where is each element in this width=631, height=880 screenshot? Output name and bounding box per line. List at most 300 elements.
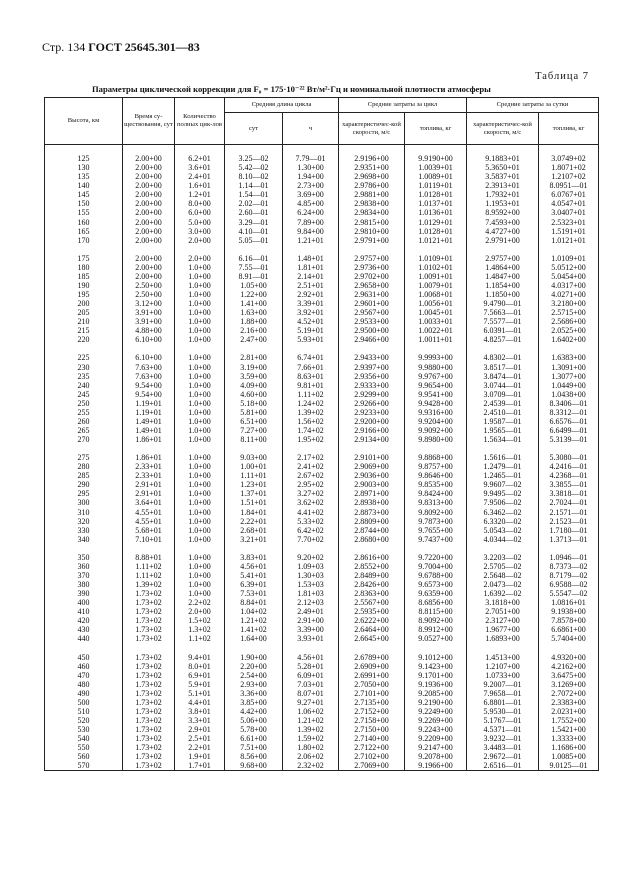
height-cell: 450 — [45, 653, 123, 662]
height-cell: 310 — [45, 508, 123, 517]
table-row — [45, 390, 599, 399]
value-cell: 3.5837+01 — [467, 172, 539, 181]
value-cell: 4.2368—01 — [539, 471, 599, 480]
value-cell: 9.9607—02 — [467, 480, 539, 489]
value-cell: 1.21+02 — [225, 616, 283, 625]
value-cell: 2.8489+00 — [339, 571, 405, 580]
spacer-cell — [225, 444, 283, 453]
value-cell: 1.6402+00 — [539, 335, 599, 344]
value-cell: 2.9815+00 — [339, 218, 405, 227]
value-cell: 2.9810+00 — [339, 227, 405, 236]
value-cell: 3.2203—02 — [467, 553, 539, 562]
value-cell: 9.4790—01 — [467, 299, 539, 308]
value-cell: 3.6+01 — [175, 163, 225, 172]
value-cell: 8.8115+00 — [405, 607, 467, 616]
value-cell: 8.7179—02 — [539, 571, 599, 580]
table-row — [45, 372, 599, 381]
height-cell: 560 — [45, 752, 123, 761]
height-cell: 530 — [45, 725, 123, 734]
value-cell: 3.25—02 — [225, 154, 283, 163]
value-cell: 6.61+00 — [225, 734, 283, 743]
value-cell: 7.63+00 — [123, 363, 175, 372]
value-cell: 8.0951—01 — [539, 181, 599, 190]
value-cell: 1.30+00 — [283, 163, 339, 172]
page-number: Стр. 134 — [42, 40, 86, 54]
value-cell: 2.06+02 — [283, 752, 339, 761]
value-cell: 1.11+02 — [123, 571, 175, 580]
value-cell: 7.27+00 — [225, 426, 283, 435]
table-row — [45, 417, 599, 426]
spacer-cell — [175, 245, 225, 254]
value-cell: 2.0+00 — [175, 236, 225, 245]
value-cell: 6.24+00 — [283, 208, 339, 217]
value-cell: 1.0+00 — [175, 308, 225, 317]
value-cell: 6.10+00 — [123, 353, 175, 362]
value-cell: 9.6573+00 — [405, 580, 467, 589]
value-cell: 1.0079+01 — [405, 281, 467, 290]
spacer-cell — [339, 145, 405, 155]
table-row — [45, 218, 599, 227]
value-cell: 3.93+01 — [283, 634, 339, 643]
value-cell: 9.7873+00 — [405, 517, 467, 526]
value-cell: 1.0091+01 — [405, 272, 467, 281]
header-cycle-speed: характеристичес-кой скорости, м/с — [339, 113, 405, 145]
value-cell: 2.60—01 — [225, 208, 283, 217]
value-cell: 1.39+02 — [283, 725, 339, 734]
value-cell: 1.0+00 — [175, 526, 225, 535]
value-cell: 1.0121+01 — [539, 236, 599, 245]
value-cell: 1.11+01 — [225, 471, 283, 480]
value-cell: 9.1701+00 — [405, 671, 467, 680]
value-cell: 9.9204+00 — [405, 417, 467, 426]
height-cell: 410 — [45, 607, 123, 616]
value-cell: 1.73+02 — [123, 671, 175, 680]
value-cell: 3.1269+00 — [539, 680, 599, 689]
value-cell: 1.06+02 — [283, 707, 339, 716]
value-cell: 4.0344—02 — [467, 535, 539, 544]
value-cell: 2.8426+00 — [339, 580, 405, 589]
value-cell: 1.6383+00 — [539, 353, 599, 362]
value-cell: 2.33+01 — [123, 471, 175, 480]
value-cell: 2.6464+00 — [339, 625, 405, 634]
value-cell: 1.0121+01 — [405, 236, 467, 245]
value-cell: 4.4727+00 — [467, 227, 539, 236]
spacer-cell — [283, 544, 339, 553]
table-row — [45, 435, 599, 444]
value-cell: 1.0+00 — [175, 508, 225, 517]
height-cell: 255 — [45, 408, 123, 417]
value-cell: 5.5547—02 — [539, 589, 599, 598]
value-cell: 2.3913+01 — [467, 181, 539, 190]
value-cell: 1.6893+00 — [467, 634, 539, 643]
value-cell: 2.8552+00 — [339, 562, 405, 571]
spacer-cell — [283, 344, 339, 353]
corrections-table — [44, 97, 599, 771]
value-cell: 9.9495—02 — [467, 489, 539, 498]
value-cell: 2.5567+00 — [339, 598, 405, 607]
group-spacer — [45, 145, 599, 155]
table-body — [45, 145, 599, 771]
value-cell: 9.84+00 — [283, 227, 339, 236]
value-cell: 1.0+00 — [175, 408, 225, 417]
table-row — [45, 743, 599, 752]
table-row — [45, 634, 599, 643]
value-cell: 1.2107+00 — [467, 662, 539, 671]
value-cell: 1.0946—01 — [539, 553, 599, 562]
table-row — [45, 335, 599, 344]
value-cell: 1.73+02 — [123, 698, 175, 707]
value-cell: 7.8578+00 — [539, 616, 599, 625]
value-cell: 1.0733+00 — [467, 671, 539, 680]
table-row — [45, 236, 599, 245]
value-cell: 2.5715+00 — [539, 308, 599, 317]
table-row — [45, 199, 599, 208]
value-cell: 2.00+00 — [123, 163, 175, 172]
value-cell: 1.41+02 — [225, 625, 283, 634]
value-cell: 1.0+00 — [175, 580, 225, 589]
value-cell: 2.9791+00 — [339, 236, 405, 245]
value-cell: 2.9601+00 — [339, 299, 405, 308]
height-cell: 295 — [45, 489, 123, 498]
value-cell: 1.0128+01 — [405, 190, 467, 199]
value-cell: 6.3320—02 — [467, 517, 539, 526]
value-cell: 9.68+00 — [225, 761, 283, 771]
value-cell: 2.00+00 — [123, 227, 175, 236]
value-cell: 7.9658—01 — [467, 689, 539, 698]
table-row — [45, 299, 599, 308]
value-cell: 2.32+02 — [283, 761, 339, 771]
value-cell: 6.16—01 — [225, 254, 283, 263]
header-cycle-days: сут — [225, 113, 283, 145]
height-cell: 195 — [45, 290, 123, 299]
height-cell: 165 — [45, 227, 123, 236]
value-cell: 1.0+00 — [175, 353, 225, 362]
value-cell: 3.21+01 — [225, 535, 283, 544]
spacer-cell — [45, 544, 123, 553]
value-cell: 3.4483—01 — [467, 743, 539, 752]
table-row — [45, 580, 599, 589]
value-cell: 1.56+02 — [283, 417, 339, 426]
value-cell: 2.54+00 — [225, 671, 283, 680]
value-cell: 1.73+02 — [123, 634, 175, 643]
value-cell: 9.6788+00 — [405, 571, 467, 580]
value-cell: 1.0+00 — [175, 317, 225, 326]
height-cell: 300 — [45, 498, 123, 507]
value-cell: 1.0+00 — [175, 453, 225, 462]
value-cell: 2.9631+00 — [339, 290, 405, 299]
value-cell: 3.8517—01 — [467, 363, 539, 372]
value-cell: 2.7158+00 — [339, 716, 405, 725]
value-cell: 3.0749+02 — [539, 154, 599, 163]
value-cell: 3.0709—01 — [467, 390, 539, 399]
value-cell: 9.2269+00 — [405, 716, 467, 725]
height-cell: 400 — [45, 598, 123, 607]
value-cell: 5.33+02 — [283, 517, 339, 526]
value-cell: 1.73+02 — [123, 589, 175, 598]
spacer-cell — [225, 544, 283, 553]
value-cell: 3.0744—01 — [467, 381, 539, 390]
spacer-cell — [339, 344, 405, 353]
value-cell: 2.51+01 — [283, 281, 339, 290]
value-cell: 2.7024—01 — [539, 498, 599, 507]
height-cell: 500 — [45, 698, 123, 707]
value-cell: 6.0767+01 — [539, 190, 599, 199]
value-cell: 2.8680+00 — [339, 535, 405, 544]
height-cell: 370 — [45, 571, 123, 580]
value-cell: 3.62+02 — [283, 498, 339, 507]
value-cell: 1.0+00 — [175, 281, 225, 290]
value-cell: 6.51+00 — [225, 417, 283, 426]
value-cell: 2.9533+00 — [339, 317, 405, 326]
value-cell: 1.00+01 — [225, 462, 283, 471]
value-cell: 1.0+00 — [175, 435, 225, 444]
value-cell: 2.9466+00 — [339, 335, 405, 344]
value-cell: 9.6359+00 — [405, 589, 467, 598]
value-cell: 2.73+00 — [283, 181, 339, 190]
value-cell: 5.0543—02 — [467, 526, 539, 535]
value-cell: 1.73+02 — [123, 625, 175, 634]
table-row — [45, 281, 599, 290]
height-cell: 420 — [45, 616, 123, 625]
value-cell: 9.03+00 — [225, 453, 283, 462]
value-cell: 9.2243+00 — [405, 725, 467, 734]
value-cell: 8.9912+00 — [405, 625, 467, 634]
value-cell: 2.7135+00 — [339, 698, 405, 707]
table-row — [45, 571, 599, 580]
header-cycle-fuel: топлива, кг — [405, 113, 467, 145]
height-cell: 275 — [45, 453, 123, 462]
value-cell: 5.06+00 — [225, 716, 283, 725]
value-cell: 1.5634—01 — [467, 435, 539, 444]
value-cell: 2.91+01 — [123, 480, 175, 489]
value-cell: 5.19+01 — [283, 326, 339, 335]
value-cell: 9.9092+00 — [405, 426, 467, 435]
height-cell: 390 — [45, 589, 123, 598]
value-cell: 2.9757+00 — [467, 254, 539, 263]
value-cell: 1.94+00 — [283, 172, 339, 181]
value-cell: 3.3855—01 — [539, 480, 599, 489]
value-cell: 2.5686+00 — [539, 317, 599, 326]
value-cell: 1.7932+01 — [467, 190, 539, 199]
value-cell: 1.0+00 — [175, 471, 225, 480]
value-cell: 2.02—01 — [225, 199, 283, 208]
table-row — [45, 290, 599, 299]
value-cell: 2.4539—01 — [467, 399, 539, 408]
value-cell: 9.9316+00 — [405, 408, 467, 417]
value-cell: 9.7655+00 — [405, 526, 467, 535]
value-cell: 1.73+02 — [123, 707, 175, 716]
value-cell: 2.9266+00 — [339, 399, 405, 408]
value-cell: 9.8646+00 — [405, 471, 467, 480]
value-cell: 1.04+02 — [225, 607, 283, 616]
table-row — [45, 308, 599, 317]
value-cell: 2.9397+00 — [339, 363, 405, 372]
value-cell: 5.0512+00 — [539, 263, 599, 272]
value-cell: 6.6499—01 — [539, 426, 599, 435]
group-spacer — [45, 544, 599, 553]
spacer-cell — [405, 245, 467, 254]
table-row — [45, 689, 599, 698]
table-row — [45, 399, 599, 408]
table-row — [45, 498, 599, 507]
table-row — [45, 471, 599, 480]
value-cell: 1.0+00 — [175, 399, 225, 408]
height-cell: 490 — [45, 689, 123, 698]
value-cell: 2.81+00 — [225, 353, 283, 362]
height-cell: 155 — [45, 208, 123, 217]
table-row — [45, 662, 599, 671]
value-cell: 5.41+01 — [225, 571, 283, 580]
table-row — [45, 553, 599, 562]
height-cell: 175 — [45, 254, 123, 263]
value-cell: 7.53+01 — [225, 589, 283, 598]
spacer-cell — [45, 145, 123, 155]
value-cell: 1.0022+01 — [405, 326, 467, 335]
value-cell: 1.09+03 — [283, 562, 339, 571]
value-cell: 2.00+00 — [123, 272, 175, 281]
value-cell: 7.9506—02 — [467, 498, 539, 507]
spacer-cell — [467, 643, 539, 652]
table-row — [45, 752, 599, 761]
table-row — [45, 181, 599, 190]
value-cell: 1.2479—01 — [467, 462, 539, 471]
height-cell: 200 — [45, 299, 123, 308]
value-cell: 4.8257—01 — [467, 335, 539, 344]
height-cell: 215 — [45, 326, 123, 335]
value-cell: 2.6991+00 — [339, 671, 405, 680]
value-cell: 9.0527+00 — [405, 634, 467, 643]
table-row — [45, 190, 599, 199]
value-cell: 3.8+01 — [175, 707, 225, 716]
value-cell: 1.73+02 — [123, 653, 175, 662]
table-row — [45, 716, 599, 725]
height-cell: 285 — [45, 471, 123, 480]
value-cell: 8.56+00 — [225, 752, 283, 761]
value-cell: 2.00+00 — [123, 199, 175, 208]
value-cell: 9.7004+00 — [405, 562, 467, 571]
value-cell: 2.14+01 — [283, 272, 339, 281]
value-cell: 1.0056+01 — [405, 299, 467, 308]
value-cell: 2.17+02 — [283, 453, 339, 462]
value-cell: 6.2+01 — [175, 154, 225, 163]
value-cell: 1.21+01 — [283, 236, 339, 245]
value-cell: 8.9092+00 — [405, 616, 467, 625]
group-spacer — [45, 245, 599, 254]
value-cell: 3.64+01 — [123, 498, 175, 507]
value-cell: 2.7152+00 — [339, 707, 405, 716]
spacer-cell — [45, 643, 123, 652]
value-cell: 1.73+02 — [123, 716, 175, 725]
spacer-cell — [467, 444, 539, 453]
value-cell: 2.9196+00 — [339, 154, 405, 163]
value-cell: 4.41+02 — [283, 508, 339, 517]
value-cell: 1.0109+01 — [539, 254, 599, 263]
value-cell: 5.18+00 — [225, 399, 283, 408]
spacer-cell — [283, 643, 339, 652]
value-cell: 4.55+01 — [123, 517, 175, 526]
height-cell: 350 — [45, 553, 123, 562]
value-cell: 7.79—01 — [283, 154, 339, 163]
value-cell: 2.2+01 — [175, 743, 225, 752]
value-cell: 1.0+00 — [175, 299, 225, 308]
value-cell: 1.11+02 — [123, 562, 175, 571]
value-cell: 6.74+01 — [283, 353, 339, 362]
height-cell: 510 — [45, 707, 123, 716]
table-row — [45, 526, 599, 535]
value-cell: 2.8971+00 — [339, 489, 405, 498]
value-cell: 1.5+02 — [175, 616, 225, 625]
value-cell: 2.00+00 — [123, 218, 175, 227]
height-cell: 210 — [45, 317, 123, 326]
value-cell: 1.48+01 — [283, 254, 339, 263]
value-cell: 5.78+00 — [225, 725, 283, 734]
spacer-cell — [283, 245, 339, 254]
value-cell: 5.05—01 — [225, 236, 283, 245]
value-cell: 4.52+01 — [283, 317, 339, 326]
value-cell: 2.7050+00 — [339, 680, 405, 689]
table-row — [45, 734, 599, 743]
value-cell: 1.0+00 — [175, 263, 225, 272]
value-cell: 2.00+00 — [123, 172, 175, 181]
value-cell: 1.0085+00 — [539, 752, 599, 761]
table-row — [45, 562, 599, 571]
spacer-cell — [175, 145, 225, 155]
value-cell: 9.54+00 — [123, 381, 175, 390]
value-cell: 3.6475+00 — [539, 671, 599, 680]
value-cell: 3.0407+01 — [539, 208, 599, 217]
value-cell: 2.9834+00 — [339, 208, 405, 217]
value-cell: 1.90+00 — [225, 653, 283, 662]
value-cell: 1.2465—01 — [467, 471, 539, 480]
height-cell: 160 — [45, 218, 123, 227]
value-cell: 6.10+00 — [123, 335, 175, 344]
value-cell: 9.8757+00 — [405, 462, 467, 471]
value-cell: 6.3462—02 — [467, 508, 539, 517]
table-row — [45, 426, 599, 435]
value-cell: 1.9+01 — [175, 752, 225, 761]
value-cell: 1.05+00 — [225, 281, 283, 290]
value-cell: 2.9786+00 — [339, 181, 405, 190]
value-cell: 1.7552+00 — [539, 716, 599, 725]
height-cell: 170 — [45, 236, 123, 245]
value-cell: 9.1012+00 — [405, 653, 467, 662]
height-cell: 280 — [45, 462, 123, 471]
spacer-cell — [405, 344, 467, 353]
value-cell: 2.9233+00 — [339, 408, 405, 417]
value-cell: 2.8363+00 — [339, 589, 405, 598]
value-cell: 1.81+01 — [283, 263, 339, 272]
value-cell: 2.9757+00 — [339, 254, 405, 263]
table-row — [45, 598, 599, 607]
value-cell: 6.09+01 — [283, 671, 339, 680]
value-cell: 1.0+00 — [175, 426, 225, 435]
value-cell: 8.3406—01 — [539, 399, 599, 408]
table-row — [45, 208, 599, 217]
value-cell: 2.9333+00 — [339, 381, 405, 390]
value-cell: 2.9299+00 — [339, 390, 405, 399]
value-cell: 1.37+01 — [225, 489, 283, 498]
value-cell: 7.66+01 — [283, 363, 339, 372]
value-cell: 9.20+02 — [283, 553, 339, 562]
value-cell: 2.4510—01 — [467, 408, 539, 417]
value-cell: 1.3077+00 — [539, 372, 599, 381]
spacer-cell — [45, 444, 123, 453]
table-row — [45, 227, 599, 236]
value-cell: 2.8938+00 — [339, 498, 405, 507]
value-cell: 1.0+00 — [175, 381, 225, 390]
value-cell: 8.9592+00 — [467, 208, 539, 217]
value-cell: 5.1+01 — [175, 689, 225, 698]
